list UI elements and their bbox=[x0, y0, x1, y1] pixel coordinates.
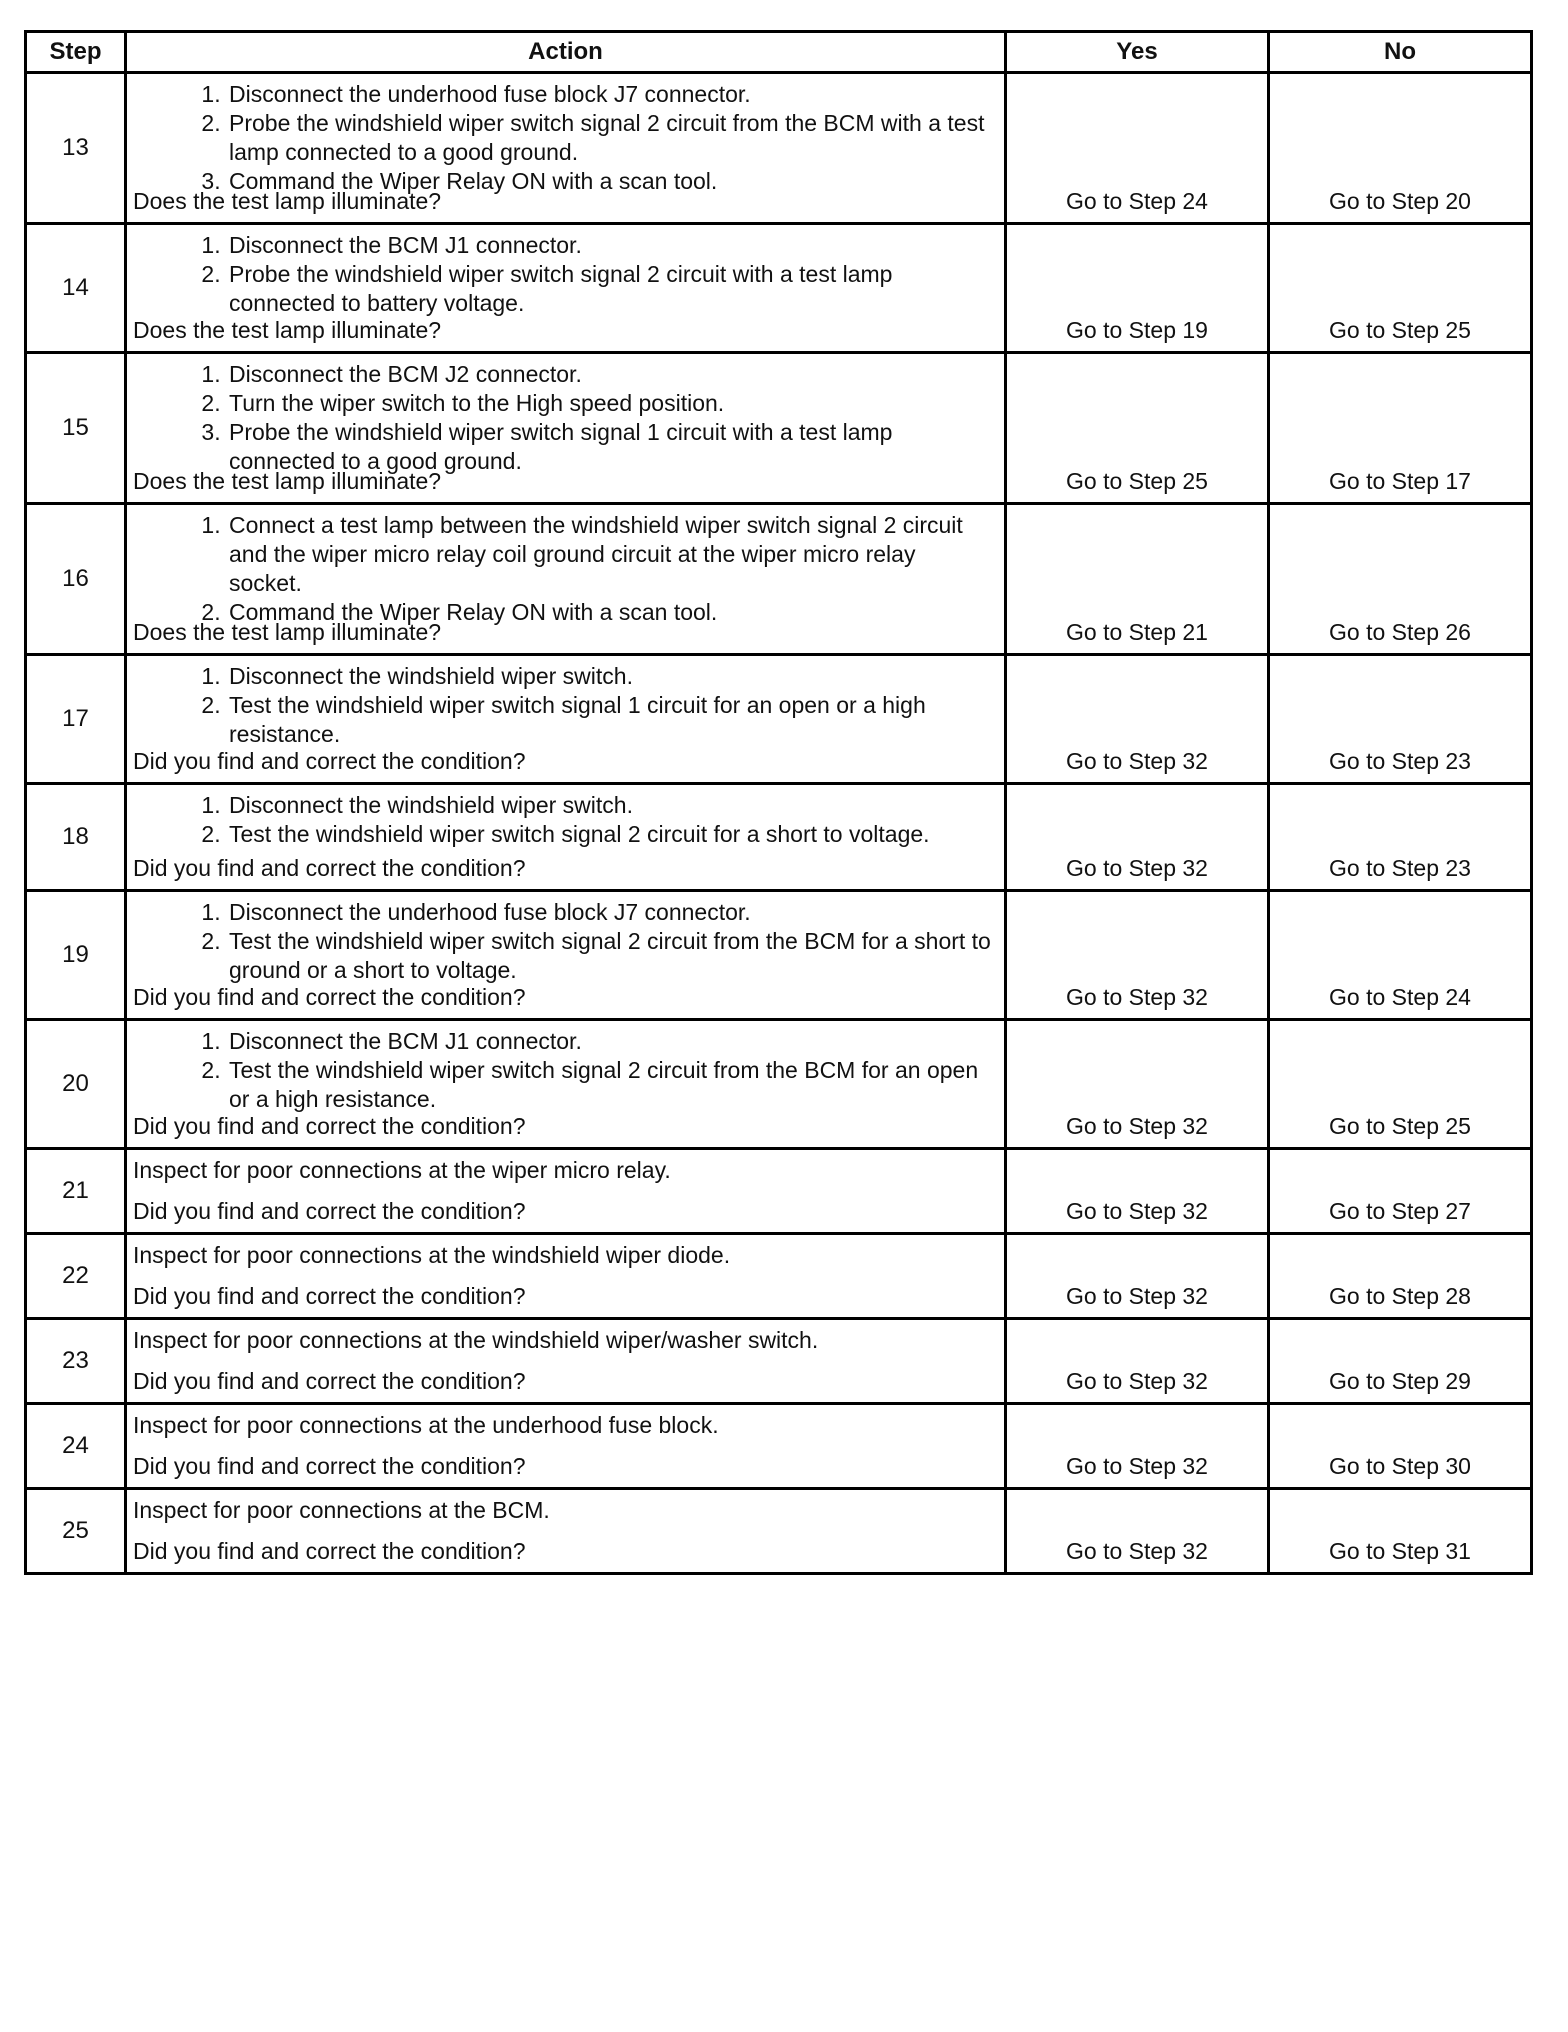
action-step: 1. Connect a test lamp between the windshield wiper switch signal 2 circuit and the wiper micro relay coil ground circuit at the wiper micro relay socket. bbox=[227, 511, 992, 598]
action-step: 2. Test the windshield wiper switch signal 2 circuit for a short to voltage. bbox=[227, 820, 992, 849]
action-question: Does the test lamp illuminate? bbox=[133, 317, 442, 343]
no-result: Go to Step 25 bbox=[1329, 317, 1471, 343]
no-result: Go to Step 30 bbox=[1329, 1453, 1471, 1479]
action-steps bbox=[127, 656, 1004, 749]
yes-cell bbox=[1006, 655, 1269, 784]
yes-result: Go to Step 32 bbox=[1066, 1113, 1208, 1139]
yes-cell bbox=[1006, 353, 1269, 504]
step-number: 19 bbox=[26, 891, 126, 1020]
action-step: 2. Test the windshield wiper switch signal 1 circuit for an open or a high resistance. bbox=[227, 691, 992, 749]
action-cell bbox=[126, 784, 1006, 891]
action-steps bbox=[127, 785, 1004, 849]
no-cell bbox=[1269, 1404, 1532, 1489]
yes-result: Go to Step 25 bbox=[1066, 468, 1208, 494]
yes-result: Go to Step 32 bbox=[1066, 1453, 1208, 1479]
action-step: 1. Disconnect the underhood fuse block J7 connector. bbox=[227, 80, 992, 109]
table-row bbox=[26, 891, 1532, 1020]
action-instruction: Inspect for poor connections at the underhood fuse block. bbox=[133, 1412, 719, 1438]
action-steps bbox=[127, 505, 1004, 627]
no-cell bbox=[1269, 1149, 1532, 1234]
step-number: 13 bbox=[26, 73, 126, 224]
action-question: Did you find and correct the condition? bbox=[133, 748, 526, 774]
no-cell bbox=[1269, 1020, 1532, 1149]
action-instruction: Inspect for poor connections at the windshield wiper diode. bbox=[133, 1242, 731, 1268]
table-row bbox=[26, 224, 1532, 353]
no-result: Go to Step 26 bbox=[1329, 619, 1471, 645]
action-cell bbox=[126, 1234, 1006, 1319]
yes-result: Go to Step 32 bbox=[1066, 1538, 1208, 1564]
action-step: 2. Test the windshield wiper switch signal 2 circuit from the BCM for an open or a high resistance. bbox=[227, 1056, 992, 1114]
action-step: 2. Probe the windshield wiper switch signal 2 circuit from the BCM with a test lamp connected to a good ground. bbox=[227, 109, 992, 167]
table-row bbox=[26, 1489, 1532, 1574]
step-number: 24 bbox=[26, 1404, 126, 1489]
no-cell bbox=[1269, 73, 1532, 224]
action-cell bbox=[126, 891, 1006, 1020]
action-cell bbox=[126, 1319, 1006, 1404]
table-row bbox=[26, 655, 1532, 784]
step-number: 15 bbox=[26, 353, 126, 504]
action-cell bbox=[126, 1149, 1006, 1234]
table-row bbox=[26, 353, 1532, 504]
table-row bbox=[26, 1020, 1532, 1149]
action-cell bbox=[126, 73, 1006, 224]
step-number: 22 bbox=[26, 1234, 126, 1319]
action-cell bbox=[126, 655, 1006, 784]
table-row bbox=[26, 1234, 1532, 1319]
yes-cell bbox=[1006, 1489, 1269, 1574]
table-body bbox=[26, 73, 1532, 1574]
yes-result: Go to Step 32 bbox=[1066, 1198, 1208, 1224]
action-question: Did you find and correct the condition? bbox=[133, 855, 526, 881]
action-steps bbox=[127, 892, 1004, 985]
yes-cell bbox=[1006, 224, 1269, 353]
table-row bbox=[26, 73, 1532, 224]
step-number: 25 bbox=[26, 1489, 126, 1574]
yes-cell bbox=[1006, 1020, 1269, 1149]
yes-cell bbox=[1006, 73, 1269, 224]
action-step: 1. Disconnect the windshield wiper switch. bbox=[227, 791, 992, 820]
action-step: 2. Probe the windshield wiper switch signal 2 circuit with a test lamp connected to battery voltage. bbox=[227, 260, 992, 318]
no-cell bbox=[1269, 1234, 1532, 1319]
no-result: Go to Step 23 bbox=[1329, 855, 1471, 881]
step-number: 14 bbox=[26, 224, 126, 353]
yes-cell bbox=[1006, 784, 1269, 891]
no-cell bbox=[1269, 784, 1532, 891]
yes-cell bbox=[1006, 1149, 1269, 1234]
yes-result: Go to Step 21 bbox=[1066, 619, 1208, 645]
yes-result: Go to Step 32 bbox=[1066, 1368, 1208, 1394]
yes-cell bbox=[1006, 1404, 1269, 1489]
no-result: Go to Step 20 bbox=[1329, 188, 1471, 214]
action-step: 2. Test the windshield wiper switch signal 2 circuit from the BCM for a short to ground or a short to voltage. bbox=[227, 927, 992, 985]
action-step: 1. Disconnect the BCM J1 connector. bbox=[227, 1027, 992, 1056]
action-cell bbox=[126, 504, 1006, 655]
action-question: Did you find and correct the condition? bbox=[133, 984, 526, 1010]
action-question: Does the test lamp illuminate? bbox=[133, 468, 442, 494]
no-result: Go to Step 31 bbox=[1329, 1538, 1471, 1564]
action-steps bbox=[127, 225, 1004, 318]
action-cell bbox=[126, 1489, 1006, 1574]
no-result: Go to Step 17 bbox=[1329, 468, 1471, 494]
action-question: Did you find and correct the condition? bbox=[133, 1368, 526, 1394]
yes-result: Go to Step 32 bbox=[1066, 748, 1208, 774]
action-question: Did you find and correct the condition? bbox=[133, 1453, 526, 1479]
action-step: 3. Probe the windshield wiper switch signal 1 circuit with a test lamp connected to a good ground. bbox=[227, 418, 992, 476]
action-instruction: Inspect for poor connections at the wiper micro relay. bbox=[133, 1157, 671, 1183]
action-cell bbox=[126, 353, 1006, 504]
yes-cell bbox=[1006, 1234, 1269, 1319]
no-result: Go to Step 27 bbox=[1329, 1198, 1471, 1224]
no-result: Go to Step 28 bbox=[1329, 1283, 1471, 1309]
yes-result: Go to Step 24 bbox=[1066, 188, 1208, 214]
action-step: 1. Disconnect the windshield wiper switch. bbox=[227, 662, 992, 691]
action-question: Did you find and correct the condition? bbox=[133, 1113, 526, 1139]
no-cell bbox=[1269, 1319, 1532, 1404]
step-number: 17 bbox=[26, 655, 126, 784]
yes-result: Go to Step 19 bbox=[1066, 317, 1208, 343]
action-question: Did you find and correct the condition? bbox=[133, 1198, 526, 1224]
action-question: Did you find and correct the condition? bbox=[133, 1538, 526, 1564]
action-step: 2. Command the Wiper Relay ON with a scan tool. bbox=[227, 598, 992, 627]
yes-result: Go to Step 32 bbox=[1066, 855, 1208, 881]
action-steps bbox=[127, 74, 1004, 196]
table-row bbox=[26, 504, 1532, 655]
yes-cell bbox=[1006, 504, 1269, 655]
step-number: 21 bbox=[26, 1149, 126, 1234]
no-cell bbox=[1269, 891, 1532, 1020]
step-number: 20 bbox=[26, 1020, 126, 1149]
header-action: Action bbox=[126, 32, 1006, 73]
yes-cell bbox=[1006, 1319, 1269, 1404]
action-step: 1. Disconnect the BCM J1 connector. bbox=[227, 231, 992, 260]
table-row bbox=[26, 1404, 1532, 1489]
action-steps bbox=[127, 354, 1004, 476]
action-question: Did you find and correct the condition? bbox=[133, 1283, 526, 1309]
step-number: 23 bbox=[26, 1319, 126, 1404]
action-cell bbox=[126, 1020, 1006, 1149]
no-result: Go to Step 29 bbox=[1329, 1368, 1471, 1394]
action-question: Does the test lamp illuminate? bbox=[133, 188, 442, 214]
yes-cell bbox=[1006, 891, 1269, 1020]
action-step: 3. Command the Wiper Relay ON with a scan tool. bbox=[227, 167, 992, 196]
yes-result: Go to Step 32 bbox=[1066, 1283, 1208, 1309]
no-cell bbox=[1269, 655, 1532, 784]
table-row bbox=[26, 784, 1532, 891]
action-steps bbox=[127, 1021, 1004, 1114]
action-step: 1. Disconnect the BCM J2 connector. bbox=[227, 360, 992, 389]
table-row bbox=[26, 1149, 1532, 1234]
step-number: 16 bbox=[26, 504, 126, 655]
no-result: Go to Step 23 bbox=[1329, 748, 1471, 774]
header-no: No bbox=[1269, 32, 1532, 73]
action-cell bbox=[126, 1404, 1006, 1489]
yes-result: Go to Step 32 bbox=[1066, 984, 1208, 1010]
action-cell bbox=[126, 224, 1006, 353]
table-row bbox=[26, 1319, 1532, 1404]
header-row bbox=[26, 32, 1532, 73]
header-step: Step bbox=[26, 32, 126, 73]
action-instruction: Inspect for poor connections at the BCM. bbox=[133, 1497, 550, 1523]
no-cell bbox=[1269, 224, 1532, 353]
step-number: 18 bbox=[26, 784, 126, 891]
action-instruction: Inspect for poor connections at the windshield wiper/washer switch. bbox=[133, 1327, 819, 1353]
action-step: 2. Turn the wiper switch to the High speed position. bbox=[227, 389, 992, 418]
no-result: Go to Step 24 bbox=[1329, 984, 1471, 1010]
no-result: Go to Step 25 bbox=[1329, 1113, 1471, 1139]
no-cell bbox=[1269, 353, 1532, 504]
header-yes: Yes bbox=[1006, 32, 1269, 73]
no-cell bbox=[1269, 1489, 1532, 1574]
no-cell bbox=[1269, 504, 1532, 655]
action-step: 1. Disconnect the underhood fuse block J7 connector. bbox=[227, 898, 992, 927]
action-question: Does the test lamp illuminate? bbox=[133, 619, 442, 645]
diagnostic-table bbox=[24, 30, 1533, 1575]
